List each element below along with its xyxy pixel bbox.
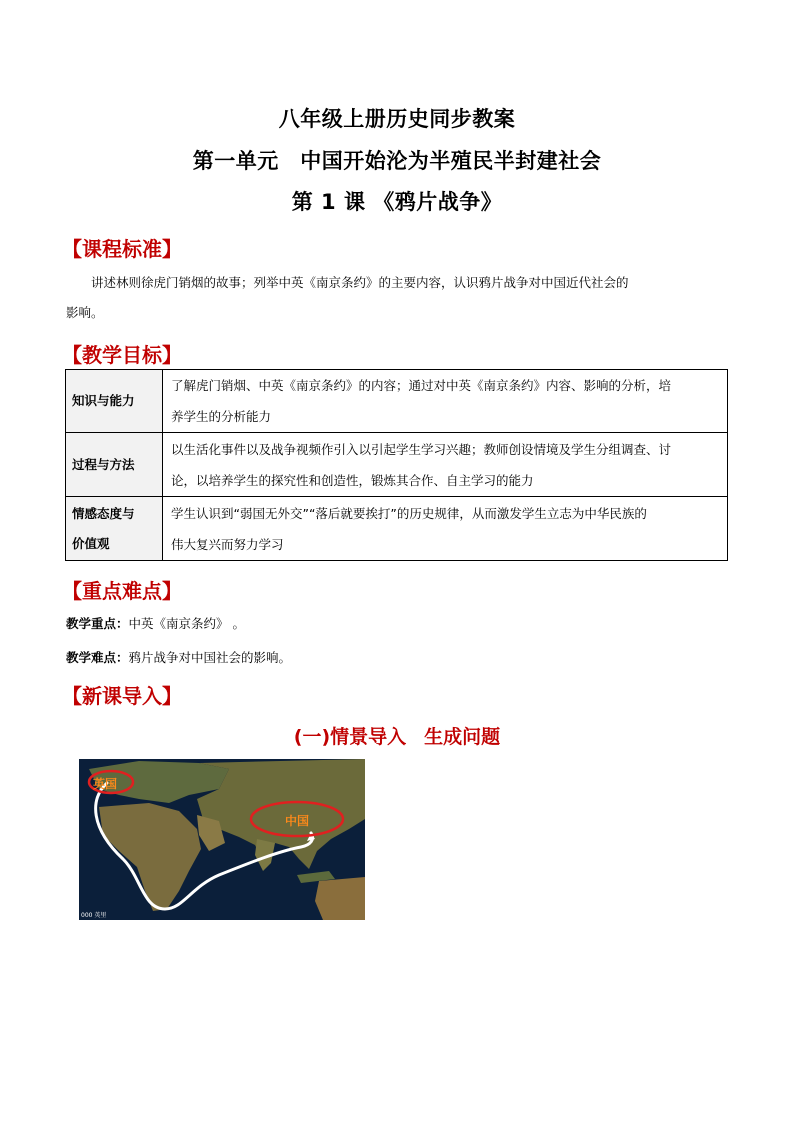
unit-title: 第一单元 中国开始沦为半殖民半封建社会 [192, 149, 602, 173]
map-land-australia [315, 877, 365, 920]
key-point-line [66, 614, 245, 632]
goal-label-knowledge: 知识与能力 [66, 370, 163, 433]
intro-subheading-a: (一)情景导入 [293, 726, 407, 748]
intro-subheading-b: 生成问题 [424, 726, 501, 748]
map-scale: 000 英里 [81, 912, 107, 919]
lesson-title: 第 1 课 《鸦片战争》 [291, 190, 503, 214]
goal-text-line: 以生活化事件以及战争视频作引入以引起学生学习兴趣；教师创设情境及学生分组调查、讨 [171, 441, 672, 457]
doc-title: 八年级上册历史同步教案 [278, 107, 516, 131]
difficult-point-label: 教学难点： [66, 650, 129, 665]
goal-text-line: 了解虎门销烟、中英《南京条约》的内容；通过对中英《南京条约》内容、影响的分析，培 [171, 378, 672, 393]
key-point-text: 中英《南京条约》 。 [128, 616, 245, 631]
table-row [66, 497, 728, 561]
goal-label-line: 情感态度与 [72, 505, 135, 521]
goal-text-knowledge [163, 370, 728, 433]
goal-text-line: 论，以培养学生的探究性和创造性，锻炼其合作、自主学习的能力 [171, 472, 534, 488]
britain-label: 英国 [93, 777, 118, 791]
goal-text-line: 伟大复兴而努力学习 [171, 536, 284, 552]
china-label: 中国 [285, 814, 310, 828]
key-point-label: 教学重点： [66, 616, 129, 631]
opium-route-map [79, 759, 365, 920]
goal-text-line: 学生认识到“弱国无外交”“落后就要挨打”的历史规律，从而激发学生立志为中华民族的 [171, 505, 647, 521]
table-row [66, 370, 728, 433]
standard-line-2: 影响。 [66, 305, 104, 320]
goal-label-attitude [66, 497, 163, 561]
table-row [66, 433, 728, 497]
section-heading-standard: 【课程标准】 [62, 237, 182, 261]
goal-label-line: 价值观 [72, 535, 110, 551]
goals-table [65, 369, 728, 561]
intro-subheading [0, 722, 794, 749]
section-heading-goals: 【教学目标】 [62, 343, 182, 367]
goal-label-process: 过程与方法 [66, 433, 163, 497]
section-heading-intro: 【新课导入】 [62, 684, 182, 708]
goal-text-process [163, 433, 728, 497]
section-heading-keypoints: 【重点难点】 [62, 579, 182, 603]
difficult-point-text: 鸦片战争对中国社会的影响。 [128, 650, 292, 665]
goal-text-line: 养学生的分析能力 [171, 409, 272, 424]
standard-paragraph [66, 268, 728, 328]
goal-text-attitude [163, 497, 728, 561]
difficult-point-line [66, 648, 291, 666]
standard-line-1: 讲述林则徐虎门销烟的故事；列举中英《南京条约》的主要内容，认识鸦片战争对中国近代社会的 [91, 275, 629, 290]
